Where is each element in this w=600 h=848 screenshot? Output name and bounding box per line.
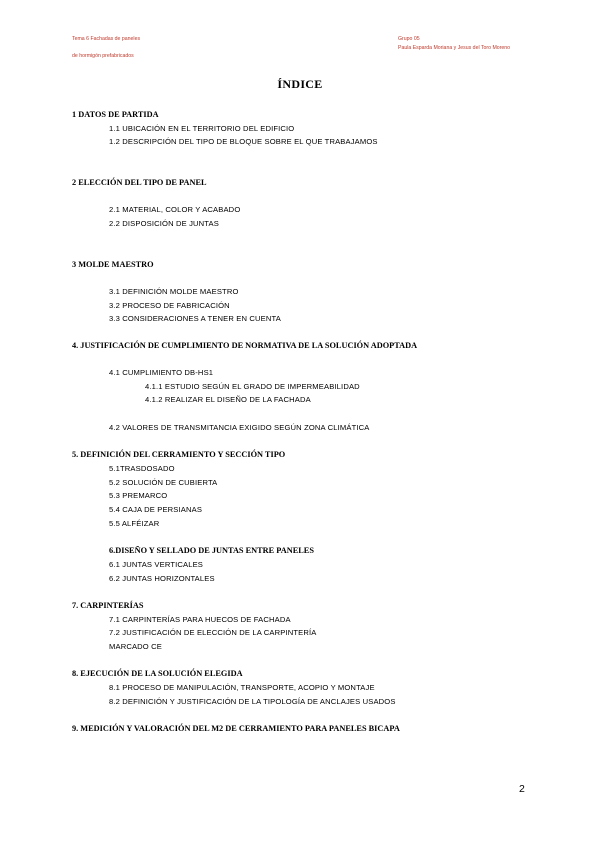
toc-section-3: 3 MOLDE MAESTRO bbox=[72, 260, 154, 269]
toc-item-6-1: 6.1 JUNTAS VERTICALES bbox=[109, 560, 204, 569]
toc-item-2-1: 2.1 MATERIAL, COLOR Y ACABADO bbox=[109, 205, 241, 214]
toc-item-1-1: 1.1 UBICACIÓN EN EL TERRITORIO DEL EDIFICIO bbox=[109, 124, 295, 133]
toc-section-5: 5. DEFINICIÓN DEL CERRAMIENTO Y SECCIÓN TIPO bbox=[72, 450, 286, 459]
header-course-title-line2: de hormigón prefabricados bbox=[72, 53, 134, 59]
toc-item-8-2: 8.2 DEFINICIÓN Y JUSTIFICACIÓN DE LA TIPOLOGÍA DE ANCLAJES USADOS bbox=[109, 697, 396, 706]
toc-section-8: 8. EJECUCIÓN DE LA SOLUCIÓN ELEGIDA bbox=[72, 669, 243, 678]
toc-section-1: 1 DATOS DE PARTIDA bbox=[72, 110, 159, 119]
toc-item-5-2: 5.2 SOLUCIÓN DE CUBIERTA bbox=[109, 478, 218, 487]
toc-item-7-1: 7.1 CARPINTERÍAS PARA HUECOS DE FACHADA bbox=[109, 615, 291, 624]
toc-section-9: 9. MEDICIÓN Y VALORACIÓN DEL M2 DE CERRAMIENTO PARA PANELES BICAPA bbox=[72, 724, 400, 733]
toc-item-3-1: 3.1 DEFINICIÓN MOLDE MAESTRO bbox=[109, 287, 239, 296]
toc-item-4-1-2: 4.1.2 REALIZAR EL DISEÑO DE LA FACHADA bbox=[145, 395, 311, 404]
toc-section-6: 6.DISEÑO Y SELLADO DE JUNTAS ENTRE PANELES bbox=[109, 546, 314, 555]
toc-item-4-1: 4.1 CUMPLIMIENTO DB-HS1 bbox=[109, 368, 214, 377]
toc-item-5-1: 5.1TRASDOSADO bbox=[109, 464, 175, 473]
toc-item-8-1: 8.1 PROCESO DE MANIPULACIÓN, TRANSPORTE, ACOPIO Y MONTAJE bbox=[109, 683, 375, 692]
toc-item-5-3: 5.3 PREMARCO bbox=[109, 491, 168, 500]
toc-item-3-3: 3.3 CONSIDERACIONES A TENER EN CUENTA bbox=[109, 314, 281, 323]
toc-item-2-2: 2.2 DISPOSICIÓN DE JUNTAS bbox=[109, 219, 219, 228]
toc-item-6-2: 6.2 JUNTAS HORIZONTALES bbox=[109, 574, 215, 583]
toc-item-7-3: MARCADO CE bbox=[109, 642, 162, 651]
header-authors: Paula Esparda Moriana y Jesus del Toro Moreno bbox=[398, 45, 511, 51]
page-title: ÍNDICE bbox=[277, 77, 323, 91]
toc-item-7-2: 7.2 JUSTIFICACIÓN DE ELECCIÓN DE LA CARPINTERÍA bbox=[109, 628, 317, 637]
toc-item-4-2: 4.2 VALORES DE TRANSMITANCIA EXIGIDO SEGÚN ZONA CLIMÁTICA bbox=[109, 423, 370, 432]
toc-item-5-5: 5.5 ALFÉIZAR bbox=[109, 519, 160, 528]
header-group: Grupo 05 bbox=[398, 36, 420, 42]
header-course-title-line1: Tema 6 Fachadas de paneles bbox=[72, 36, 141, 42]
toc-item-4-1-1: 4.1.1 ESTUDIO SEGÚN EL GRADO DE IMPERMEABILIDAD bbox=[145, 382, 360, 391]
toc-item-5-4: 5.4 CAJA DE PERSIANAS bbox=[109, 505, 203, 514]
toc-item-1-2: 1.2 DESCRIPCIÓN DEL TIPO DE BLOQUE SOBRE EL QUE TRABAJAMOS bbox=[109, 137, 378, 146]
toc-section-2: 2 ELECCIÓN DEL TIPO DE PANEL bbox=[72, 178, 207, 187]
toc-item-3-2: 3.2 PROCESO DE FABRICACIÓN bbox=[109, 301, 230, 310]
page-number: 2 bbox=[519, 783, 525, 795]
toc-section-7: 7. CARPINTERÍAS bbox=[72, 601, 144, 610]
toc-section-4: 4. JUSTIFICACIÓN DE CUMPLIMIENTO DE NORMATIVA DE LA SOLUCIÓN ADOPTADA bbox=[72, 341, 418, 350]
